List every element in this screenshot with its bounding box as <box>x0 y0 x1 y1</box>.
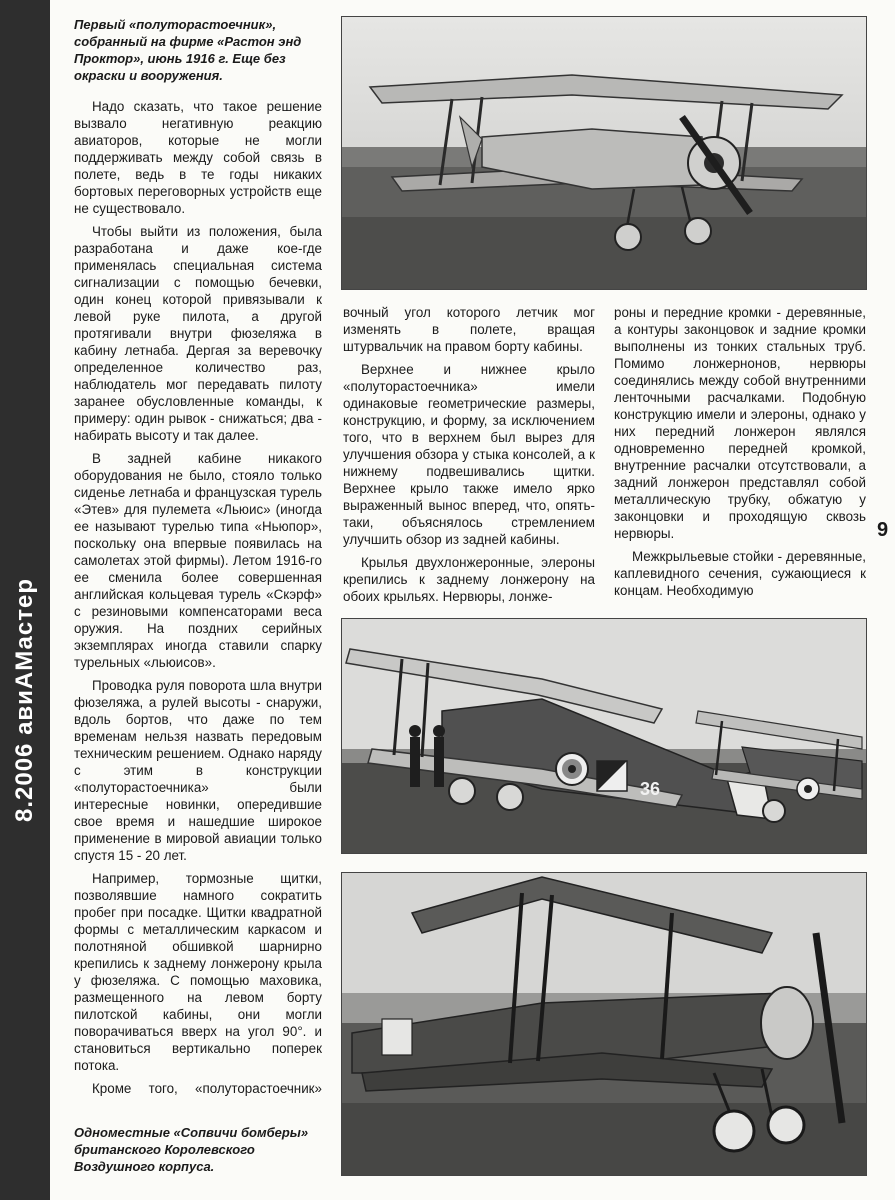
left-paragraph: Например, тормозные щитки, позволявшие намного сократить пробег при посадке. Щитки квадратной формы с металлическим каркасом и полотняной обшивкой шарнирно крепились к заднему лонжерону крыла у фюзеляжа. С помощью маховика, размещенного на левом борту пилотской кабины, они могли поворачиваться вверх на угол 90°. и становиться вертикально поперек потока. <box>74 871 322 1073</box>
column-middle <box>343 304 595 604</box>
left-paragraph: В задней кабине никакого оборудования не было, стояло только сиденье летнаба и французская турель «Этев» для пулемета «Льюис» (иногда ее называют турелью типа «Ньюпор», поскольку она впервые появилась на самолетах этой фирмы). Летом 1916-го ее сменила более совершенная английская кольцевая турель «Скэрф» с резиновыми компенсаторами веса оружия. На поздних серийных экземплярах иногда ставили спарку турельных «льюисов». <box>74 451 322 670</box>
caption-bottom: Одноместные «Сопвичи бомберы» британского Королевского Воздушного корпуса. <box>74 1125 309 1174</box>
middle-paragraph: Крылья двухлонжеронные, элероны крепились к заднему лонжерону на обоих крыльях. Нервюры, лонже- <box>343 555 595 604</box>
column-left <box>74 98 322 1098</box>
column-right <box>614 304 866 604</box>
photo-two-aircraft-airfield <box>341 618 867 854</box>
right-paragraph: роны и передние кромки - деревянные, а контуры законцовок и задние кромки выполнены из тонких стальных труб. Помимо лонжернонов, нервюры соединялись между собой внутренними ленточными расчалками. Подобную конструкцию имели и элероны, однако у них передний лонжерон являлся одновременно передней кромкой, внутренние расчалки отсутствовали, а задний лонжерон представлял собой металлическую трубку, обжатую у законцовки и проходящую сквозь нервюры. <box>614 305 866 541</box>
photo-aircraft-closeup <box>341 872 867 1176</box>
photo-two-aircraft-image <box>342 619 866 853</box>
photo-unpainted-aircraft <box>341 16 867 290</box>
photo-unpainted-aircraft-image <box>342 17 866 289</box>
middle-paragraph: Верхнее и нижнее крыло «полуторастоечника» имели одинаковые геометрические размеры, конструкцию, и форму, за исключением того, что в верхнем был вырез для улучшения обзора у стыка консолей, а к нижнему подвешивались щитки. Верхнее крыло также имело ярко выраженный вынос вперед, что, опять-таки, объяснялось стремлением улучшить обзор из задней кабины. <box>343 362 595 547</box>
spine-bar <box>0 0 50 1200</box>
left-paragraph: Проводка руля поворота шла внутри фюзеляжа, а рулей высоты - снаружи, вдоль бортов, что даже по тем временам нельзя назвать передовым техническим решением. Однако наряду с этим в конструкции «полуторастоечника» были интересные новинки, опередившие свое время и нашедшие широкое применение в мировой авиации только спустя 15 - 20 лет. <box>74 678 322 863</box>
aircraft-number-label: 36 <box>640 779 661 799</box>
middle-paragraph: вочный угол которого летчик мог изменять в полете, вращая штурвальчик на правом борту кабины. <box>343 305 595 354</box>
left-paragraph: Кроме того, «полуторастоечник» <box>92 1081 322 1096</box>
right-paragraph: Межкрыльевые стойки - деревянные, каплевидного сечения, сужающиеся к концам. Необходимую <box>614 549 866 598</box>
page-number: 9 <box>877 519 889 541</box>
caption-top: Первый «полуторастоечник», собранный на фирме «Растон энд Проктор», июнь 1916 г. Еще без окраски и вооружения. <box>74 17 302 83</box>
left-paragraph: Надо сказать, что такое решение вызвало негативную реакцию авиаторов, которые не могли поддерживать между собой связь в полете, ведь в те годы никаких бортовых переговорных устройств еще не существовало. <box>74 99 322 216</box>
left-paragraph: Чтобы выйти из положения, была разработана и даже кое-где применялась специальная система сигнализации с помощью бечевки, один конец которой привязывали к левой руке пилота, а другой протягивали внутри фюзеляжа в кабину летнаба. Дергая за веревочку определенное количество раз, наблюдатель мог передавать пилоту заранее обусловленные команды, к примеру: один рывок - снижаться; два - набирать высоту и так далее. <box>74 224 322 443</box>
photo-aircraft-closeup-image <box>342 873 866 1175</box>
spine-label: 8.2006 авиАМастер <box>11 577 38 823</box>
